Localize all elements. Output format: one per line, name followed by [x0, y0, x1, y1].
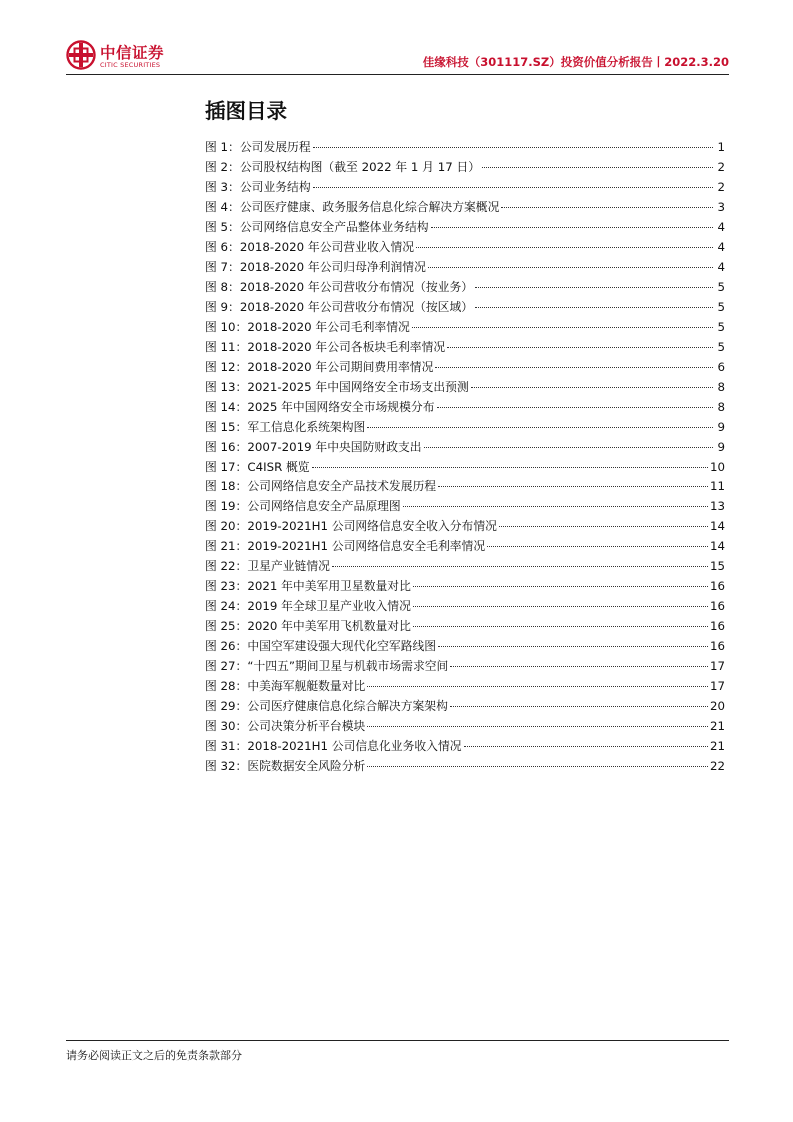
toc-entry[interactable]	[205, 537, 725, 557]
toc-entry[interactable]	[205, 557, 725, 577]
toc-entry-page-number[interactable]: 5	[717, 339, 725, 354]
toc-dot-leader	[471, 387, 713, 388]
toc-entry-label[interactable]: 图 24：2019 年全球卫星产业收入情况	[205, 599, 411, 614]
toc-entry-label[interactable]: 图 17：C4ISR 概览	[205, 459, 310, 474]
toc-dot-leader	[438, 646, 708, 647]
toc-entry-page-number[interactable]: 14	[709, 519, 725, 534]
toc-entry-label[interactable]: 图 21：2019-2021H1 公司网络信息安全毛利率情况	[205, 539, 486, 554]
toc-entry-page-number[interactable]: 4	[717, 259, 725, 274]
toc-dot-leader	[413, 626, 708, 627]
toc-entry-label[interactable]: 图 10：2018-2020 年公司毛利率情况	[205, 319, 410, 334]
toc-entry-label[interactable]: 图 22：卫星产业链情况	[205, 559, 330, 574]
toc-entry-page-number[interactable]: 6	[717, 359, 725, 374]
toc-entry[interactable]	[205, 238, 725, 258]
toc-entry-page-number[interactable]: 20	[709, 699, 725, 714]
toc-entry[interactable]	[205, 717, 725, 737]
toc-dot-leader	[499, 526, 708, 527]
citic-logo	[66, 40, 186, 74]
page-title: 插图目录	[205, 99, 287, 123]
toc-entry-page-number[interactable]: 22	[709, 759, 725, 774]
toc-entry-page-number[interactable]: 11	[709, 479, 725, 494]
toc-dot-leader	[332, 566, 708, 567]
toc-entry-label[interactable]: 图 27：“十四五”期间卫星与机载市场需求空间	[205, 659, 449, 674]
toc-dot-leader	[413, 606, 708, 607]
toc-dot-leader	[412, 327, 713, 328]
toc-dot-leader	[312, 467, 708, 468]
toc-entry-label[interactable]: 图 15：军工信息化系统架构图	[205, 419, 366, 434]
toc-entry-label[interactable]: 图 1：公司发展历程	[205, 140, 311, 154]
toc-entry-page-number[interactable]: 2	[717, 179, 725, 194]
toc-entry-label[interactable]: 图 8：2018-2020 年公司营收分布情况（按业务）	[205, 279, 474, 294]
toc-entry[interactable]	[205, 617, 725, 637]
toc-dot-leader	[475, 287, 713, 288]
toc-entry-label[interactable]: 图 23：2021 年中美军用卫星数量对比	[205, 579, 411, 594]
toc-entry-label[interactable]: 图 11：2018-2020 年公司各板块毛利率情况	[205, 339, 446, 354]
toc-entry-page-number[interactable]: 5	[717, 299, 725, 314]
toc-dot-leader	[487, 546, 708, 547]
toc-entry[interactable]	[205, 158, 725, 178]
toc-entry-label[interactable]: 图 14：2025 年中国网络安全市场规模分布	[205, 399, 435, 414]
toc-entry[interactable]	[205, 338, 725, 358]
toc-entry[interactable]	[205, 458, 725, 478]
toc-entry-page-number[interactable]: 15	[709, 559, 725, 574]
toc-dot-leader	[437, 407, 714, 408]
toc-entry-page-number[interactable]: 16	[709, 639, 725, 654]
toc-entry-page-number[interactable]: 2	[717, 159, 725, 174]
toc-entry-page-number[interactable]: 4	[717, 219, 725, 234]
header-divider	[66, 74, 729, 75]
toc-entry-page-number[interactable]: 10	[709, 459, 725, 474]
toc-entry[interactable]	[205, 497, 725, 517]
toc-dot-leader	[475, 307, 713, 308]
toc-entry[interactable]	[205, 358, 725, 378]
logo-english-text: CITIC SECURITIES	[100, 61, 161, 69]
toc-entry[interactable]	[205, 677, 725, 697]
logo-chinese-text: 中信证券	[100, 44, 165, 62]
toc-entry[interactable]	[205, 278, 725, 298]
toc-dot-leader	[367, 726, 708, 727]
toc-dot-leader	[501, 207, 713, 208]
toc-entry-label[interactable]: 图 4：公司医疗健康、政务服务信息化综合解决方案概况	[205, 199, 500, 214]
toc-entry-label[interactable]: 图 30：公司决策分析平台模块	[205, 719, 366, 734]
toc-entry[interactable]	[205, 198, 725, 218]
toc-entry-page-number[interactable]: 8	[717, 379, 725, 394]
toc-entry-label[interactable]: 图 7：2018-2020 年公司归母净利润情况	[205, 259, 426, 274]
toc-entry[interactable]	[205, 178, 725, 198]
toc-dot-leader	[450, 706, 708, 707]
toc-dot-leader	[416, 247, 713, 248]
toc-entry-page-number[interactable]: 1	[717, 140, 725, 154]
page-header	[66, 36, 729, 76]
toc-entry-label[interactable]: 图 28：中美海军舰艇数量对比	[205, 679, 366, 694]
toc-entry[interactable]	[205, 697, 725, 717]
toc-entry[interactable]	[205, 398, 725, 418]
toc-dot-leader	[403, 506, 708, 507]
toc-dot-leader	[464, 746, 708, 747]
toc-entry-label[interactable]: 图 32：医院数据安全风险分析	[205, 759, 366, 774]
toc-entry[interactable]	[205, 637, 725, 657]
toc-dot-leader	[367, 427, 713, 428]
toc-entry[interactable]	[205, 477, 725, 497]
toc-entry[interactable]	[205, 438, 725, 458]
report-title: 佳缘科技（301117.SZ）投资价值分析报告丨2022.3.20	[422, 55, 729, 69]
toc-entry-label[interactable]: 图 3：公司业务结构	[205, 179, 311, 194]
toc-entry-page-number[interactable]: 9	[717, 419, 725, 434]
toc-entry-page-number[interactable]: 21	[709, 719, 725, 734]
toc-entry-page-number[interactable]: 5	[717, 319, 725, 334]
toc-entry-label[interactable]: 图 2：公司股权结构图（截至 2022 年 1 月 17 日）	[205, 159, 481, 174]
toc-dot-leader	[431, 227, 713, 228]
citic-logo-icon	[66, 40, 96, 70]
toc-entry-page-number[interactable]: 5	[717, 279, 725, 294]
toc-entry-page-number[interactable]: 9	[717, 439, 725, 454]
toc-entry-page-number[interactable]: 3	[717, 199, 725, 214]
toc-entry-page-number[interactable]: 16	[709, 579, 725, 594]
toc-entry-page-number[interactable]: 16	[709, 599, 725, 614]
toc-dot-leader	[428, 267, 713, 268]
toc-dot-leader	[413, 586, 708, 587]
toc-entry-label[interactable]: 图 29：公司医疗健康信息化综合解决方案架构	[205, 699, 448, 714]
toc-dot-leader	[367, 686, 708, 687]
toc-entry[interactable]	[205, 737, 725, 757]
toc-entry-page-number[interactable]: 16	[709, 619, 725, 634]
toc-dot-leader	[482, 167, 713, 168]
toc-entry-label[interactable]: 图 9：2018-2020 年公司营收分布情况（按区域）	[205, 299, 474, 314]
toc-entry-page-number[interactable]: 14	[709, 539, 725, 554]
toc-dot-leader	[447, 347, 713, 348]
toc-entry-page-number[interactable]: 21	[709, 739, 725, 754]
toc-entry-label[interactable]: 图 13：2021-2025 年中国网络安全市场支出预测	[205, 379, 469, 394]
toc-entry[interactable]	[205, 138, 725, 158]
toc-dot-leader	[435, 367, 713, 368]
footer-disclaimer: 请务必阅读正文之后的免责条款部分	[66, 1049, 242, 1062]
toc-entry[interactable]	[205, 298, 725, 318]
toc-entry-label[interactable]: 图 5：公司网络信息安全产品整体业务结构	[205, 219, 429, 234]
toc-entry-label[interactable]: 图 18：公司网络信息安全产品技术发展历程	[205, 479, 437, 494]
toc-entry[interactable]	[205, 517, 725, 537]
toc-dot-leader	[313, 187, 713, 188]
toc-entry[interactable]	[205, 757, 725, 777]
toc-entry-label[interactable]: 图 16：2007-2019 年中央国防财政支出	[205, 439, 422, 454]
toc-entry-page-number[interactable]: 17	[709, 659, 725, 674]
toc-entry[interactable]	[205, 418, 725, 438]
toc-entry-label[interactable]: 图 19：公司网络信息安全产品原理图	[205, 499, 401, 514]
toc-entry-page-number[interactable]: 17	[709, 679, 725, 694]
toc-dot-leader	[424, 447, 713, 448]
toc-entry-page-number[interactable]: 8	[717, 399, 725, 414]
toc-entry-label[interactable]: 图 25：2020 年中美军用飞机数量对比	[205, 619, 411, 634]
toc-entry[interactable]	[205, 218, 725, 238]
figure-toc-list	[205, 138, 725, 777]
toc-entry[interactable]	[205, 378, 725, 398]
toc-entry-label[interactable]: 图 12：2018-2020 年公司期间费用率情况	[205, 359, 434, 374]
toc-entry[interactable]	[205, 577, 725, 597]
toc-entry[interactable]	[205, 597, 725, 617]
toc-entry[interactable]	[205, 657, 725, 677]
toc-dot-leader	[313, 147, 713, 148]
toc-entry-label[interactable]: 图 31：2018-2021H1 公司信息化业务收入情况	[205, 739, 462, 754]
toc-entry-label[interactable]: 图 6：2018-2020 年公司营业收入情况	[205, 239, 415, 254]
toc-entry[interactable]	[205, 258, 725, 278]
toc-dot-leader	[367, 766, 708, 767]
toc-entry-page-number[interactable]: 13	[709, 499, 725, 514]
toc-entry[interactable]	[205, 318, 725, 338]
toc-entry-page-number[interactable]: 4	[717, 239, 725, 254]
toc-dot-leader	[450, 666, 708, 667]
toc-dot-leader	[438, 486, 708, 487]
toc-entry-label[interactable]: 图 26：中国空军建设强大现代化空军路线图	[205, 639, 437, 654]
footer-divider	[66, 1040, 729, 1041]
toc-entry-label[interactable]: 图 20：2019-2021H1 公司网络信息安全收入分布情况	[205, 519, 497, 534]
